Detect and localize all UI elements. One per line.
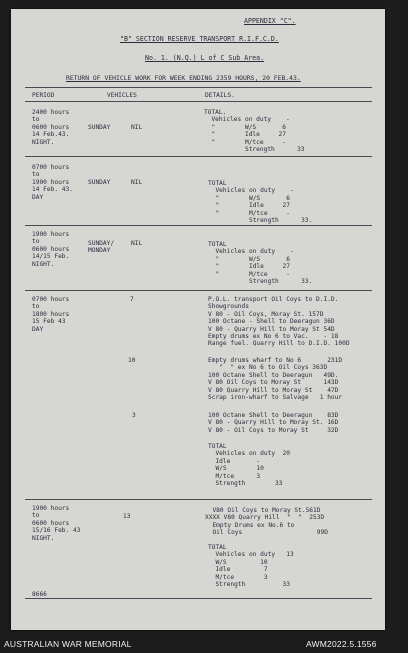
footer-left: AUSTRALIAN WAR MEMORIAL — [4, 639, 132, 649]
page-number: 8666 — [32, 591, 47, 598]
entry-total: TOTAL Vehicles on duty 13 W/S 10 Idle 7 M/tce 3 Strength 33 — [208, 544, 294, 589]
entry-vehicles: NIL — [131, 179, 143, 186]
entry-details: TOTAL. Vehicles on duty - " W/S 6 " Idle 27 " M/tce - Strength 33 — [204, 109, 305, 154]
entry-period: 1900 hours to 0600 hours 15/16 Feb. 43 NIGHT. — [32, 505, 81, 542]
entry-details: TOTAL Vehicles on duty - " W/S 6 " Idle 27 " M/tce - Strength 33. — [208, 180, 313, 225]
entry-details: TOTAL Vehicles on duty - " W/S 6 " Idle 27 " M/tce - Strength 33. — [208, 241, 313, 286]
entry-period: 0700 hours to 1800 hours 15 Feb 43 DAY — [32, 296, 70, 333]
entry-vehicles: NIL — [131, 240, 143, 247]
entry-details: 100 Octane Shell to Deeragun 83D V 80 - Quarry Hill to Moray St. 16D V 80 - Oil Coys to Moray St 32D — [208, 412, 339, 434]
entry-vehicles: 3 — [132, 412, 136, 419]
rule — [25, 290, 372, 291]
column-period: PERIOD — [32, 92, 55, 99]
column-vehicles: VEHICLES — [107, 92, 137, 99]
entry-vehicles: 10 — [128, 357, 136, 364]
rule — [25, 101, 372, 102]
entry-details: V80 Oil Coys to Moray St.561D XXXX V80 Quarry Hill " " 253D Empty Drums ex No.6 to Oil Coys 99D — [205, 507, 328, 537]
entry-day: SUNDAY — [88, 124, 111, 131]
rule — [25, 499, 372, 500]
entry-details: Empty drums wharf to No 6 231D " " ex No 6 to Oil Coys 363D 100 Octane Shell to Deeragun 49D. V 80 Oil Coys to Moray St 143D V 80 Quarry Hill to Moray St 47D Scrap iron-wharf to Salvage 1 hour — [208, 357, 343, 402]
entry-details: P.O.L. transport Oil Coys to D.I.D. Showgrounds V 80 - Oil Coys, Moray St. 157D 100 Octane - Shell to Deeragun 36D V 80 - Quarry Hill to Moray St 54D Empty drums ex No 6 to Vac. - 18 Range fuel. Quarry Hill to D.I.D. 100D — [208, 296, 350, 348]
entry-period: 1900 hours to 0600 hours 14/15 Feb. NIGHT. — [32, 231, 70, 268]
entry-period: 0700 hours to 1900 hours 14 Feb. 43. DAY — [32, 164, 73, 201]
column-details: DETAILS. — [205, 92, 235, 99]
rule — [25, 225, 372, 226]
entry-vehicles: NIL — [131, 124, 143, 131]
rule — [25, 156, 372, 157]
entry-vehicles: 7 — [130, 296, 134, 303]
entry-total: TOTAL Vehicles on duty 20 Idle - W/S 10 M/tce 3 Strength 33 — [208, 443, 290, 488]
entry-day: SUNDAY — [88, 179, 111, 186]
entry-period: 2400 hours to 0600 hours 14 Feb.43. NIGHT. — [32, 109, 70, 146]
footer-right: AWM2022.5.1556 — [306, 639, 377, 649]
entry-vehicles: 13 — [123, 513, 131, 520]
return-title: RETURN OF VEHICLE WORK FOR WEEK ENDING 2359 HOURS, 20 FEB.43. — [66, 74, 301, 82]
area-title: No. 1. (N.Q.) L of C Sub Area. — [145, 54, 265, 62]
rule — [25, 598, 372, 599]
entry-day: SUNDAY/ MONDAY — [88, 240, 115, 255]
section-title: "B" SECTION RESERVE TRANSPORT R.I.F.C.D. — [120, 35, 279, 43]
appendix-label: APPENDIX "C". — [244, 17, 296, 25]
rule — [25, 87, 372, 88]
